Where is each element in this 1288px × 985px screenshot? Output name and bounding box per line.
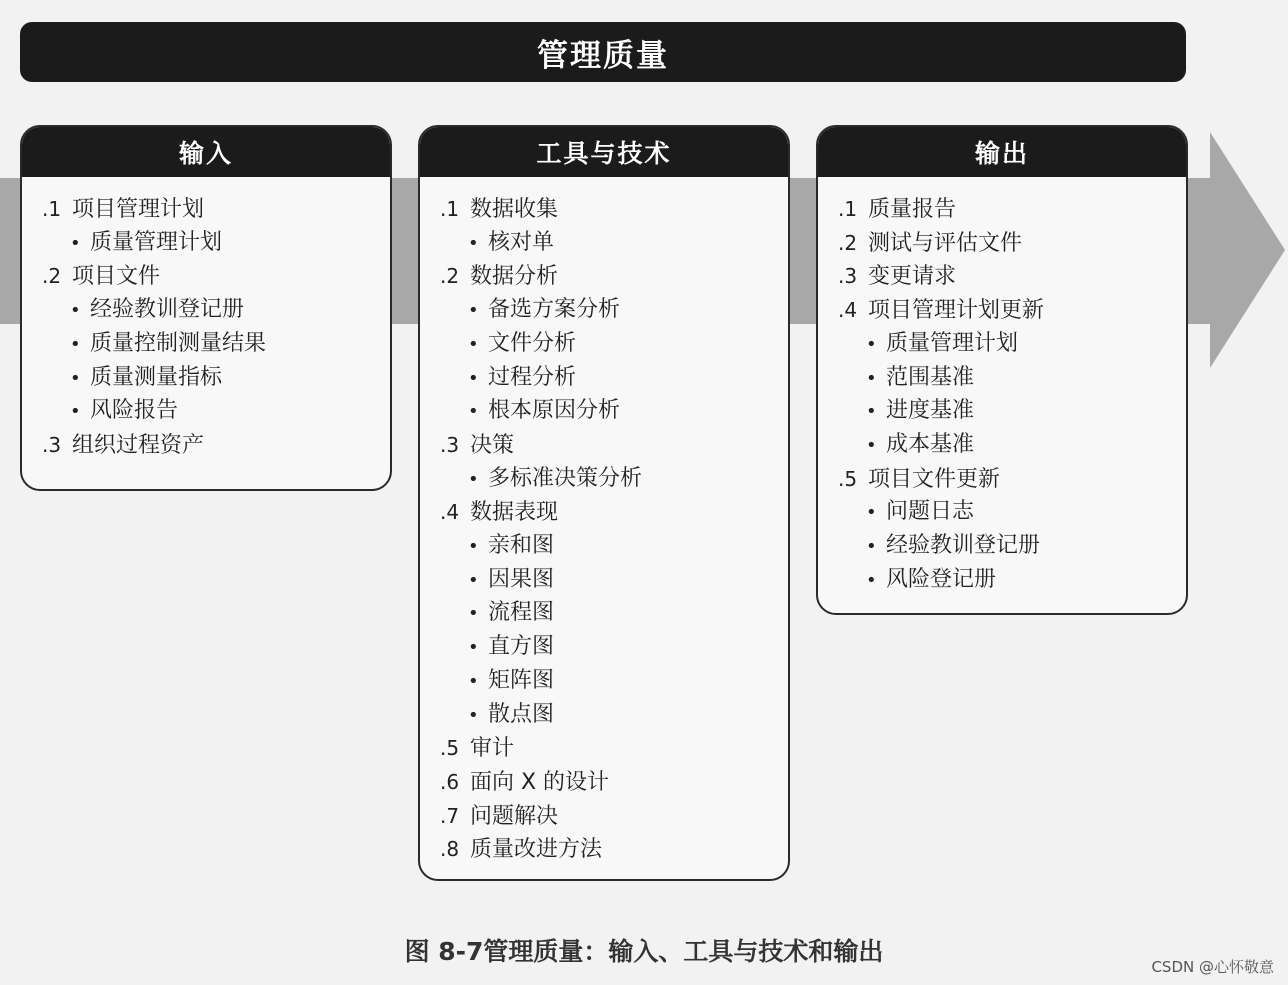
item-text: 面向 X 的设计: [470, 769, 610, 795]
sub-item: [42, 294, 390, 328]
item-text: 决策: [470, 432, 515, 458]
item-text: 数据表现: [470, 500, 559, 526]
sub-item: [440, 227, 788, 261]
sub-item-text: 质量管理计划: [886, 330, 1019, 356]
item-text: 测试与评估文件: [868, 230, 1023, 256]
item-number: .5: [838, 466, 858, 491]
list-item: [440, 800, 788, 834]
sub-item: [440, 564, 788, 598]
list-item: [42, 429, 390, 463]
bullet-icon: •: [70, 333, 81, 355]
sub-item: [42, 328, 390, 362]
sub-item-text: 文件分析: [488, 330, 577, 356]
bullet-icon: •: [866, 333, 877, 355]
bullet-icon: •: [866, 569, 877, 591]
item-text: 数据收集: [470, 197, 559, 222]
sub-item: [838, 530, 1186, 564]
list-item: [440, 260, 788, 429]
list-item: [42, 260, 390, 429]
item-number: .6: [440, 769, 460, 794]
bullet-icon: •: [866, 502, 877, 524]
sub-item-text: 根本原因分析: [488, 398, 621, 424]
item-text: 质量改进方法: [470, 837, 603, 863]
item-text: 审计: [470, 736, 515, 762]
item-text: 变更请求: [868, 264, 957, 290]
sub-item-text: 矩阵图: [488, 667, 555, 693]
bullet-icon: •: [468, 232, 479, 254]
sub-item: [440, 328, 788, 362]
bullet-icon: •: [468, 401, 479, 423]
bullet-icon: •: [866, 401, 877, 423]
bullet-icon: •: [468, 367, 479, 389]
figure-caption: 图 8-7管理质量：输入、工具与技术和输出: [404, 937, 884, 966]
sub-item: [440, 395, 788, 429]
list-item: [440, 429, 788, 496]
item-text: 项目管理计划: [72, 197, 205, 222]
sub-item-text: 成本基准: [886, 431, 975, 457]
sub-item: [838, 429, 1186, 463]
sub-item: [440, 699, 788, 733]
bullet-icon: •: [866, 536, 877, 558]
sub-item-text: 经验教训登记册: [90, 297, 245, 323]
sub-item: [838, 362, 1186, 396]
sub-item: [42, 395, 390, 429]
sub-item-text: 风险登记册: [886, 566, 997, 592]
diagram-title: 管理质量: [20, 22, 1186, 82]
inputs-header: 输入: [22, 127, 390, 177]
bullet-icon: •: [468, 704, 479, 726]
list-item: [838, 260, 1186, 294]
sub-item-text: 备选方案分析: [488, 297, 621, 323]
item-number: .2: [440, 264, 460, 289]
bullet-icon: •: [468, 333, 479, 355]
tools-panel: [418, 125, 790, 881]
sub-item: [838, 564, 1186, 598]
item-number: .8: [440, 837, 460, 862]
sub-item: [42, 227, 390, 261]
sub-item-text: 因果图: [488, 566, 555, 592]
sub-item-text: 问题日志: [886, 499, 975, 525]
item-number: .7: [440, 803, 460, 828]
sub-item-text: 经验教训登记册: [886, 533, 1041, 559]
item-text: 项目管理计划更新: [868, 298, 1045, 324]
sub-item-text: 直方图: [488, 634, 555, 660]
bullet-icon: •: [70, 300, 81, 322]
outputs-panel: [816, 125, 1188, 615]
bullet-icon: •: [468, 569, 479, 591]
watermark: CSDN @心怀敬意: [1151, 958, 1274, 976]
sub-item-text: 核对单: [488, 229, 555, 255]
item-number: .1: [838, 197, 858, 221]
inputs-panel: [20, 125, 392, 491]
bullet-icon: •: [70, 367, 81, 389]
sub-item: [440, 665, 788, 699]
list-item: [440, 496, 788, 732]
sub-item: [440, 597, 788, 631]
sub-item: [838, 395, 1186, 429]
list-item: [838, 463, 1186, 598]
tools-header: 工具与技术: [420, 127, 788, 177]
item-text: 数据分析: [470, 264, 559, 290]
item-text: 项目文件: [72, 264, 161, 290]
sub-item-text: 过程分析: [488, 364, 577, 390]
sub-item: [838, 328, 1186, 362]
sub-item-text: 流程图: [488, 600, 555, 626]
sub-item-text: 进度基准: [886, 398, 975, 424]
bullet-icon: •: [468, 300, 479, 322]
bullet-icon: •: [70, 401, 81, 423]
item-number: .3: [42, 432, 62, 457]
list-item: [838, 227, 1186, 261]
inputs-list: [22, 177, 390, 463]
bullet-icon: •: [468, 637, 479, 659]
bullet-icon: •: [468, 536, 479, 558]
bullet-icon: •: [70, 232, 81, 254]
bullet-icon: •: [468, 670, 479, 692]
bullet-icon: •: [866, 434, 877, 456]
bullet-icon: •: [468, 603, 479, 625]
item-number: .1: [42, 197, 62, 221]
bullet-icon: •: [468, 468, 479, 490]
list-item: [42, 193, 390, 260]
sub-item: [440, 463, 788, 497]
item-text: 质量报告: [868, 197, 957, 222]
list-item: [440, 766, 788, 800]
item-number: .5: [440, 736, 460, 761]
list-item: [440, 833, 788, 867]
sub-item-text: 范围基准: [886, 364, 975, 390]
item-text: 项目文件更新: [868, 466, 1001, 492]
item-number: .4: [440, 500, 460, 525]
item-text: 组织过程资产: [72, 432, 205, 458]
sub-item: [838, 496, 1186, 530]
item-number: .1: [440, 197, 460, 221]
sub-item-text: 亲和图: [488, 533, 555, 559]
item-number: .2: [838, 230, 858, 255]
sub-item-text: 风险报告: [90, 398, 179, 424]
list-item: [440, 732, 788, 766]
item-text: 问题解决: [470, 803, 559, 829]
item-number: .2: [42, 264, 62, 289]
item-number: .3: [838, 264, 858, 289]
sub-item: [440, 530, 788, 564]
sub-item-text: 质量测量指标: [90, 364, 223, 390]
sub-item-text: 散点图: [488, 701, 555, 727]
list-item: [838, 193, 1186, 227]
outputs-header: 输出: [818, 127, 1186, 177]
sub-item: [440, 362, 788, 396]
sub-item-text: 质量控制测量结果: [90, 330, 267, 356]
sub-item: [42, 362, 390, 396]
sub-item-text: 质量管理计划: [90, 229, 223, 255]
tools-list: [420, 177, 788, 867]
outputs-list: [818, 177, 1186, 597]
bullet-icon: •: [866, 367, 877, 389]
item-number: .4: [838, 298, 858, 323]
sub-item: [440, 294, 788, 328]
list-item: [838, 294, 1186, 463]
item-number: .3: [440, 432, 460, 457]
sub-item: [440, 631, 788, 665]
list-item: [440, 193, 788, 260]
sub-item-text: 多标准决策分析: [488, 465, 643, 491]
